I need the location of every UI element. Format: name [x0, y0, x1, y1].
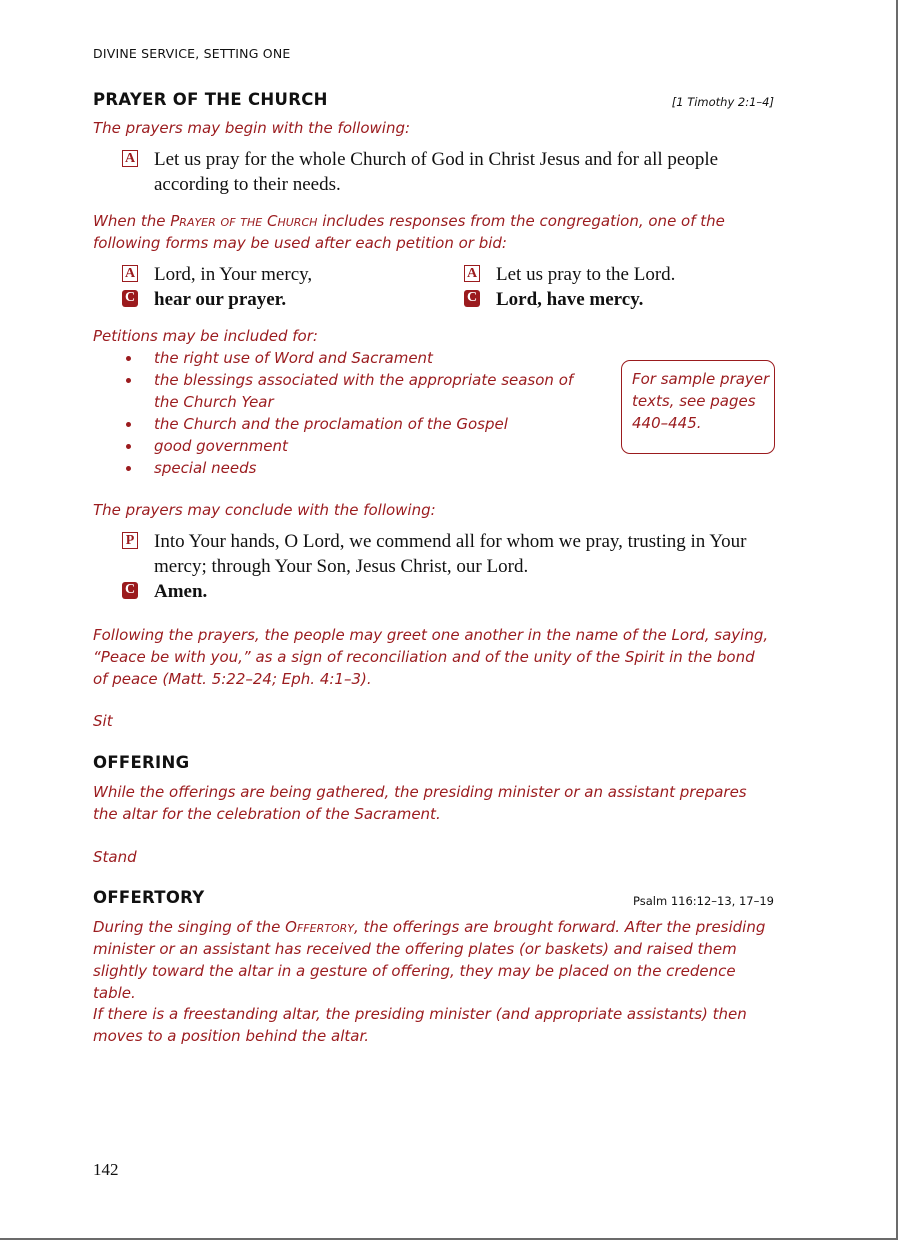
rubric-petitions: Petitions may be included for:	[93, 327, 318, 345]
petition-list	[122, 347, 592, 479]
response-left-c-text: hear our prayer.	[154, 289, 287, 310]
posture-sit: Sit	[93, 712, 113, 730]
petition-item: special needs	[122, 457, 592, 479]
prayer-of-the-church-heading: PRAYER OF THE CHURCH	[93, 90, 328, 109]
sample-prayers-callout: For sample prayer texts, see pages 440–445.	[621, 360, 775, 454]
opening-bid	[122, 147, 794, 197]
closing-collect-text: Into Your hands, O Lord, we commend all for whom we pray, trusting in Your mercy; through Your Son, Jesus Christ, our Lord.	[154, 531, 747, 577]
offering-heading: OFFERING	[93, 753, 190, 772]
offertory-heading: OFFERTORY	[93, 888, 205, 907]
posture-stand: Stand	[93, 848, 137, 866]
rubric-offering: While the offerings are being gathered, the presiding minister or an assistant prepares the altar for the celebration of the Sacrament.	[93, 783, 747, 823]
assistant-marker-icon: A	[464, 265, 480, 282]
rubric-offertory-smallcaps: Offertory	[285, 918, 354, 936]
pastor-marker-icon: P	[122, 532, 138, 549]
petition-item: the right use of Word and Sacrament	[122, 347, 592, 369]
congregation-marker-icon: C	[464, 290, 480, 307]
running-head: DIVINE SERVICE, SETTING ONE	[93, 46, 291, 61]
rubric-offertory-part1: During the singing of the	[93, 918, 281, 936]
rubric-offertory-part2: , the offerings are brought forward. After the presiding minister or an assistant has received the offering plates (or baskets) and raised them slightly toward the altar in a gesture of offering, they may be placed on the credence table.	[93, 918, 766, 1002]
rubric-peace: Following the prayers, the people may greet one another in the name of the Lord, saying, “Peace be with you,” as a sign of reconciliation and of the unity of the Spirit in the bond of peace (Matt. 5:22–24; Eph. 4:1–3).	[93, 626, 769, 688]
closing-collect	[122, 529, 794, 579]
rubric-responses-part1: When the	[93, 212, 166, 230]
petition-item: good government	[122, 435, 592, 457]
petition-item: the blessings associated with the appropriate season of the Church Year	[122, 369, 592, 413]
rubric-prayers-conclude: The prayers may conclude with the following:	[93, 501, 436, 519]
assistant-marker-icon: A	[122, 265, 138, 282]
rubric-freestanding-altar: If there is a freestanding altar, the presiding minister (and appropriate assistants) then moves to a position behind the altar.	[93, 1005, 747, 1045]
opening-bid-text: Let us pray for the whole Church of God in Christ Jesus and for all people according to their needs.	[154, 149, 719, 195]
prayer-reference: [1 Timothy 2:1–4]	[671, 95, 774, 109]
response-left-a	[122, 262, 312, 287]
response-right-a	[464, 262, 675, 287]
rubric-responses-part2: includes responses from the congregation, one of the following forms may be used after each petition or bid:	[93, 212, 725, 252]
response-right-c	[464, 287, 643, 312]
closing-amen	[122, 579, 207, 604]
closing-amen-text: Amen.	[154, 581, 208, 602]
response-right-a-text: Let us pray to the Lord.	[496, 264, 676, 285]
rubric-offertory	[93, 916, 783, 1004]
assistant-marker-icon: A	[122, 150, 138, 167]
rubric-responses	[93, 210, 783, 254]
page-number: 142	[93, 1160, 119, 1179]
congregation-marker-icon: C	[122, 582, 138, 599]
congregation-marker-icon: C	[122, 290, 138, 307]
rubric-responses-smallcaps: Prayer of the Church	[170, 212, 318, 230]
offertory-reference: Psalm 116:12–13, 17–19	[633, 894, 774, 908]
response-left-a-text: Lord, in Your mercy,	[154, 264, 313, 285]
petition-item: the Church and the proclamation of the Gospel	[122, 413, 592, 435]
response-right-c-text: Lord, have mercy.	[496, 289, 644, 310]
response-left-c	[122, 287, 286, 312]
rubric-prayers-begin: The prayers may begin with the following:	[93, 119, 411, 137]
